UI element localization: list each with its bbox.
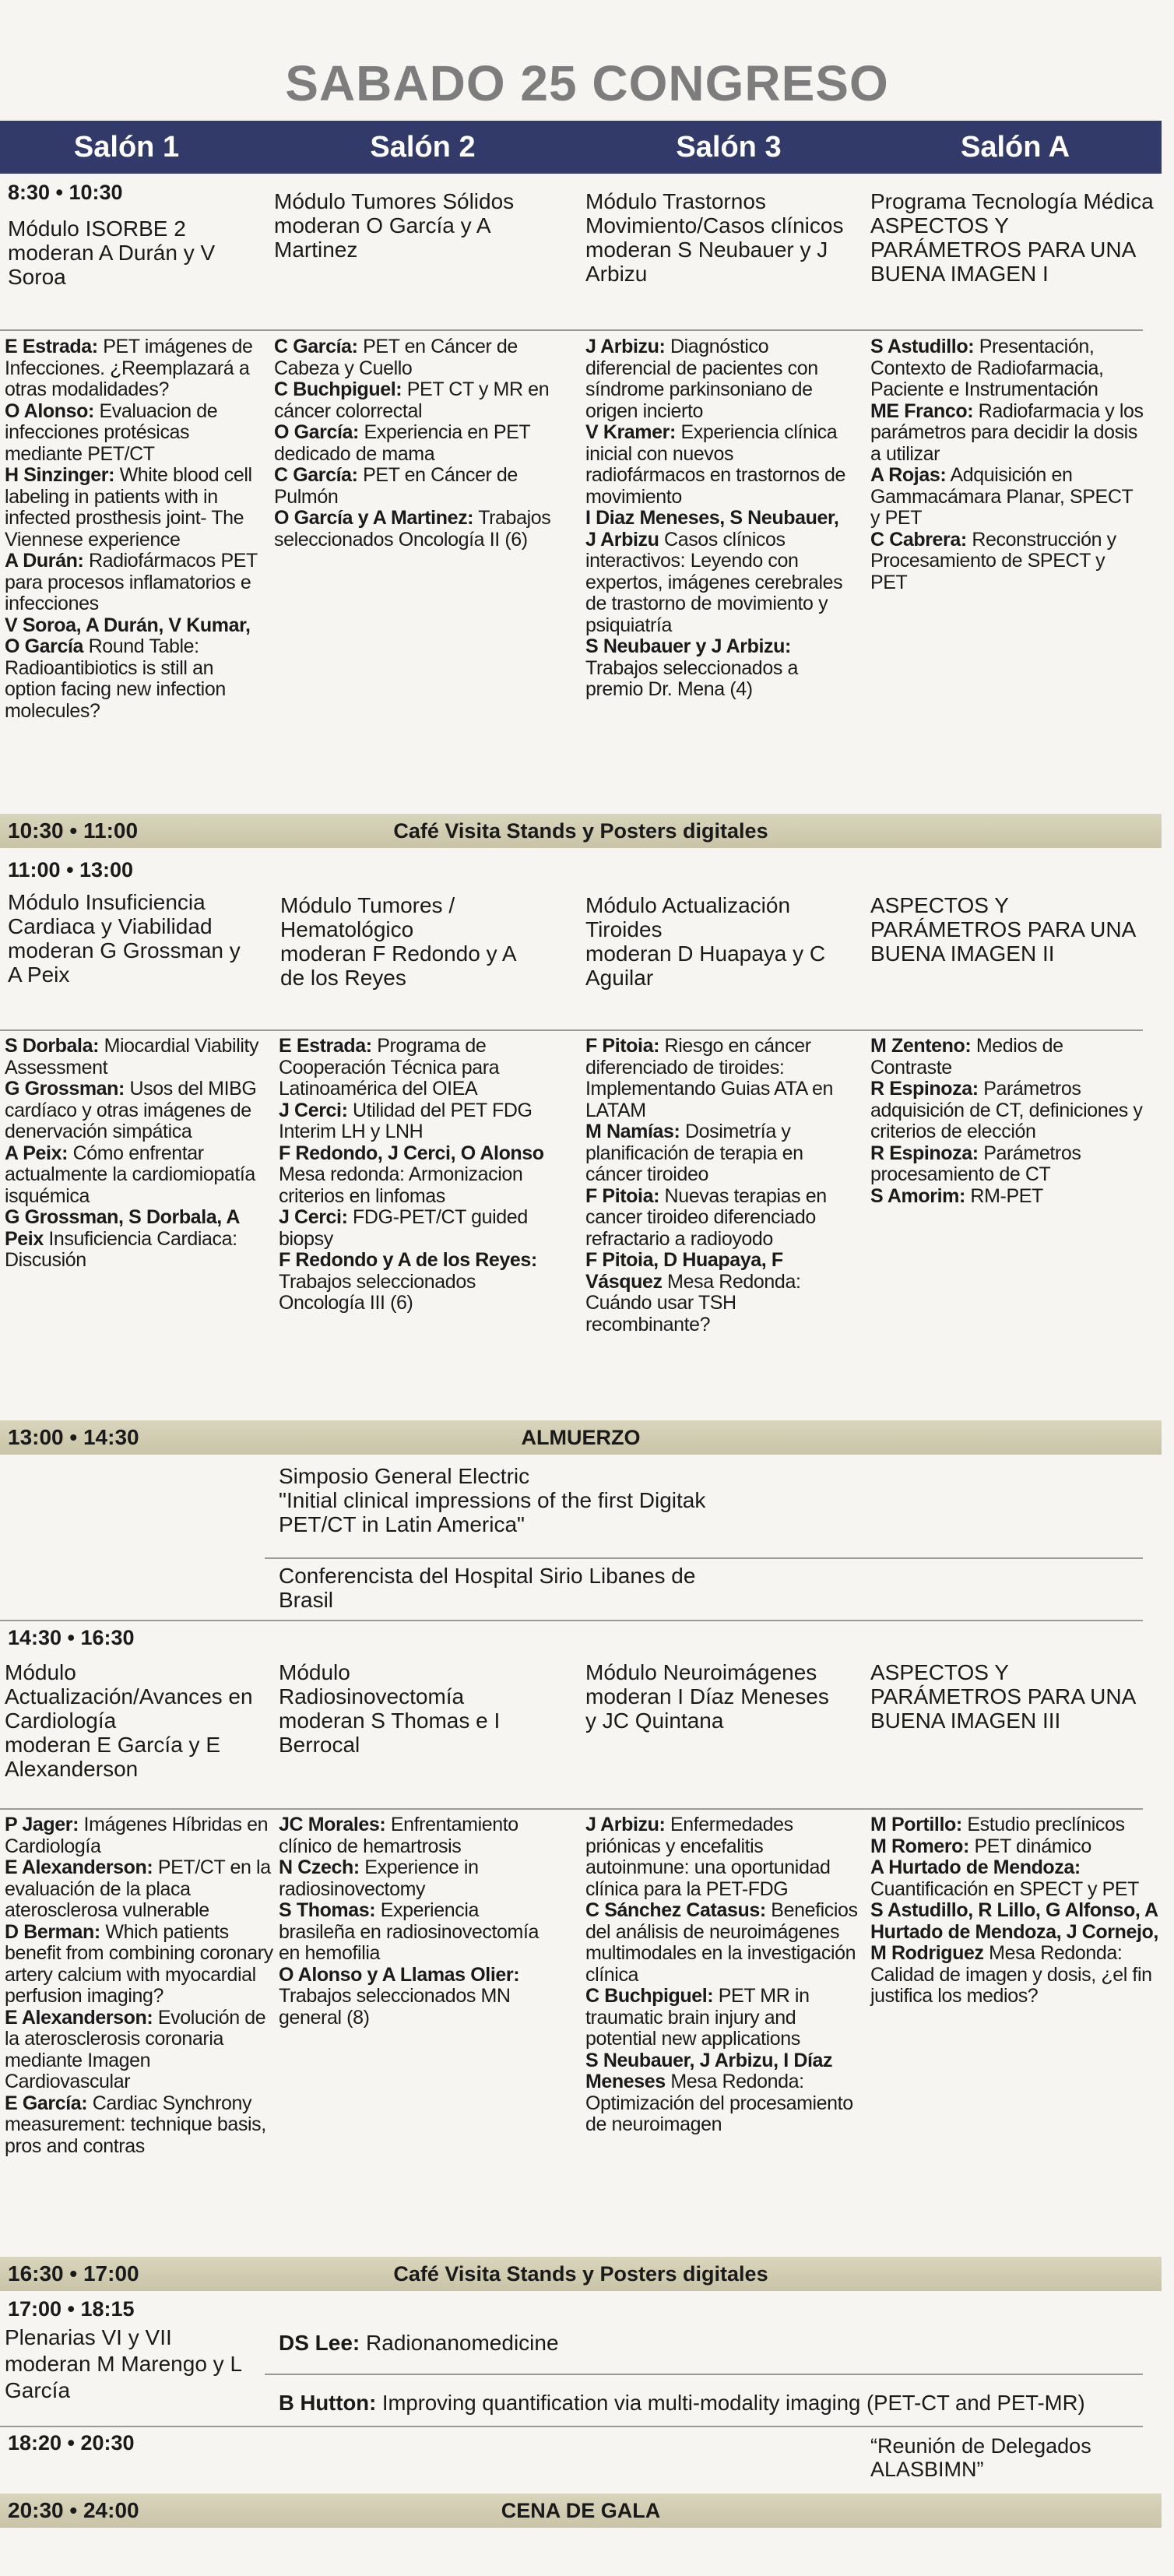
speaker: J Arbizu: [585,336,666,357]
break-time: 16:30 • 17:00 [8,2261,139,2286]
talk [585,1121,854,1186]
speaker: A Durán: [5,550,84,572]
divider [0,1029,1143,1031]
speaker: J Cerci: [279,1099,348,1121]
talk-title: Riesgo en cáncer diferenciado de tiroides: Implementando Guias ATA en LATAM [585,1035,834,1121]
talk [585,508,850,636]
talk [279,1250,555,1314]
speaker: D Berman: [5,1920,100,1943]
speaker: F Redondo y A de los Reyes: [279,1249,537,1271]
module-title: Módulo Tumores / Hematológico moderan F Redondo y A de los Reyes [280,893,515,990]
talk [279,1100,555,1143]
talk-title: Parámetros procesamiento de CT [870,1142,1081,1185]
break-time: 10:30 • 11:00 [8,818,139,843]
speaker: O García: [274,421,359,443]
speaker: S Astudillo: [870,336,975,357]
speaker: C Sánchez Catasus: [585,1899,766,1921]
talk [5,2093,277,2158]
talk-title: Radiofármacos PET para procesos inflamatorios e infecciones [5,550,258,614]
gala-band [0,2493,1162,2528]
talk-title: Casos clínicos interactivos: Leyendo con expertos, imágenes cerebrales de trastorno de movimiento y psiquiatría [585,528,843,636]
talk [279,2331,1135,2355]
talk-title: Usos del MIBG cardíaco y otras imágenes de denervación simpática [5,1078,257,1142]
talk-title: Which patients benefit from combining coronary artery calcium with myocardial perfusion imaging? [5,1920,273,2007]
talk-title: Experiencia clínica inicial con nuevos radiofármacos en trastornos de movimiento [585,421,846,508]
divider [0,329,1143,331]
speaker: C García: [274,464,358,486]
talk [585,1986,858,2050]
divider [265,2374,1143,2375]
talk [279,1814,559,1857]
room-a: Salón A [960,131,1070,164]
module-title: ASPECTOS Y PARÁMETROS PARA UNA BUENA IMAGEN III [870,1660,1135,1733]
talk-title: PET MR in traumatic brain injury and potential new applications [585,1985,810,2050]
speaker: P Jager: [5,1814,79,1835]
speaker: A Rojas: [870,464,947,486]
talk-title: Radionanomedicine [360,2331,559,2355]
speaker: F Redondo, J Cerci, O Alonso [279,1142,544,1164]
speaker: S Dorbala: [5,1035,100,1057]
talk-title: Improving quantification via multi-modality imaging (PET-CT and PET-MR) [376,2391,1085,2415]
talk-list [279,1814,559,2029]
module-title: Módulo Trastornos Movimiento/Casos clínicos moderan S Neubauer y J Arbizu [585,189,844,286]
speaker: R Espinoza: [870,1078,979,1100]
talk [870,1079,1143,1143]
symposium-title: Simposio General Electric "Initial clinical impressions of the first Digitak PET/CT in Latin America" [279,1464,706,1536]
speaker: ME Franco: [870,399,974,422]
speaker: J Arbizu: [585,1814,666,1835]
talk-title: Presentación, Contexto de Radiofarmacia, Paciente e Instrumentación [870,336,1104,400]
talk [274,508,554,551]
speaker: I Diaz Meneses, S Neubauer, J Arbizu [585,507,839,551]
talk-title: Parámetros adquisición de CT, definiciones y criterios de elección [870,1078,1143,1142]
talk [870,1186,1143,1208]
talk [274,422,554,465]
talk [870,401,1147,466]
talk [585,422,850,508]
talk [870,1814,1162,1836]
break-band [0,814,1162,848]
talk [5,615,269,723]
session-time: 17:00 • 18:15 [8,2297,135,2321]
talk [5,2008,277,2093]
talk [5,1814,277,1857]
room-3: Salón 3 [676,131,782,164]
talk-list [5,1814,277,2157]
talk-title: PET/CT en la evaluación de la placa aterosclerosa vulnerable [5,1856,271,1921]
talk-list [870,1814,1162,2008]
talk [585,2050,858,2136]
speaker: C García: [274,336,358,357]
talk-title: White blood cell labeling in patients with in infected prosthesis joint- The Viennese experience [5,464,252,551]
talk [5,1079,269,1143]
talk-title: Trabajos seleccionados a premio Dr. Mena (4) [585,656,798,700]
module-title: Módulo Radiosinovectomía moderan S Thomas e I Berrocal [279,1660,501,1757]
speaker: B Hutton: [279,2391,377,2415]
module-title: Módulo Actualización/Avances en Cardiología moderan E García y E Alexanderson [5,1660,253,1781]
talk-title: FDG-PET/CT guided biopsy [279,1206,528,1250]
room-1: Salón 1 [73,131,180,164]
divider [265,1557,1143,1559]
speaker: A Hurtado de Mendoza: [870,1856,1081,1878]
speaker: S Neubauer, J Arbizu, I Díaz Meneses [585,2049,833,2092]
talk-title: Trabajos seleccionados Oncología II (6) [274,507,551,551]
talk-title: Radiofarmacia y los parámetros para decidir la dosis a utilizar [870,399,1144,465]
speaker: G Grossman: [5,1078,125,1100]
talk-list [870,1036,1143,1207]
speaker: C Cabrera: [870,528,967,551]
speaker: S Amorim: [870,1184,965,1207]
talk [5,551,269,615]
talk-title: PET imágenes de Infecciones. ¿Reemplazará a otras modalidades? [5,336,253,400]
break-band [0,1420,1162,1455]
talk-title: Cuantificación en SPECT y PET [870,1877,1140,1900]
talk [274,336,554,379]
talk [870,1836,1162,1858]
session-time: 18:20 • 20:30 [8,2431,135,2455]
talk-list [5,336,269,722]
speaker: O García y A Martinez: [274,507,474,529]
talk-title: Mesa Redonda: Calidad de imagen y dosis, ¿el fin justifica los medios? [870,1942,1152,2007]
talk [5,1143,269,1208]
talk-list [279,1036,555,1314]
talk [870,1857,1162,1900]
talk [279,1143,555,1208]
talk [5,465,269,551]
module-title: Módulo Actualización Tiroides moderan D Huapaya y C Aguilar [585,893,826,990]
gala-label: CENA DE GALA [501,2499,661,2522]
speaker: V Kramer: [585,421,676,443]
break-label: Café Visita Stands y Posters digitales [393,2262,768,2286]
talk-title: Experiencia en PET dedicado de mama [274,421,530,465]
speaker: R Espinoza: [870,1142,979,1164]
module-title: Módulo Neuroimágenes moderan I Díaz Meneses y JC Quintana [585,1660,829,1733]
speaker: O Alonso: [5,399,94,422]
rooms-header [0,121,1162,174]
speaker: F Pitoia, D Huapaya, F Vásquez [585,1249,783,1293]
talk [5,336,269,401]
talk-title: Estudio preclínicos [961,1814,1125,1835]
module-title: ASPECTOS Y PARÁMETROS PARA UNA BUENA IMAGEN II [870,893,1135,966]
talk [274,379,554,422]
talk [870,1900,1162,2008]
talk-title: Beneficios del análisis de neuroimágenes multimodales en la investigación clínica [585,1899,858,1986]
talk-title: Enfrentamiento clínico de hemartrosis [279,1814,518,1857]
talk-title: Mesa redonda: Armonizacion criterios en linfomas [279,1163,523,1207]
speaker: E García: [5,2092,88,2114]
talk-title: PET dinámico [968,1835,1091,1857]
meeting-label: “Reunión de Delegados ALASBIMN” [870,2434,1091,2481]
divider [0,1808,1143,1810]
talk-title: Utilidad del PET FDG Interim LH y LNH [279,1099,533,1142]
talk-list [870,336,1147,593]
speaker: S Neubauer y J Arbizu: [585,635,791,657]
speaker: C Buchpiguel: [585,1985,714,2007]
talk-title: Reconstrucción y Procesamiento de SPECT y PET [870,528,1116,593]
talk [585,1900,858,1986]
session-time: 14:30 • 16:30 [8,1626,135,1649]
talk [870,1143,1143,1186]
talk [585,1250,854,1336]
talk [585,1814,858,1900]
gala-time: 20:30 • 24:00 [8,2498,139,2522]
talk-title: Trabajos seleccionados Oncología III (6) [279,1270,476,1314]
session-time: 11:00 • 13:00 [8,858,134,882]
talk [870,530,1147,594]
talk-title: Trabajos seleccionados MN general (8) [279,1985,511,2029]
module-title: Módulo ISORBE 2 moderan A Durán y V Soroa [8,216,216,289]
break-time: 13:00 • 14:30 [8,1425,139,1449]
talk-title: Diagnóstico diferencial de pacientes con síndrome parkinsoniano de origen incierto [585,336,818,422]
break-label: Café Visita Stands y Posters digitales [393,819,768,843]
talk-title: Adquisición en Gammacámara Planar, SPECT y PET [870,464,1133,529]
speaker: S Thomas: [279,1899,376,1921]
talk-title: Medios de Contraste [870,1035,1063,1079]
talk [870,1036,1143,1079]
talk [5,401,269,466]
talk-title: Mesa Redonda: Cuándo usar TSH recombinante? [585,1270,801,1336]
module-title: Módulo Insuficiencia Cardiaca y Viabilidad moderan G Grossman y A Peix [8,890,241,987]
talk-list [5,1036,269,1272]
talk-title: Programa de Cooperación Técnica para Latinoamérica del OIEA [279,1035,500,1100]
talk-title: PET en Cáncer de Cabeza y Cuello [274,336,518,379]
speaker: O Alonso y A Llamas Olier: [279,1963,520,1986]
talk [279,1207,555,1250]
talk-title: PET en Cáncer de Pulmón [274,464,518,508]
page-title: SABADO 25 CONGRESO [285,55,889,111]
speaker: M Zenteno: [870,1035,972,1057]
talk-title: PET CT y MR en cáncer colorrectal [274,378,550,422]
speaker: E Alexanderson: [5,1856,153,1878]
talk-title: Experiencia brasileña en radiosinovectomía en hemofilia [279,1899,540,1964]
speaker: JC Morales: [279,1814,386,1835]
module-title: Plenarias VI y VII moderan M Marengo y L García [5,2325,241,2402]
talk [279,1900,559,1965]
speaker: M Namías: [585,1121,680,1142]
break-label: ALMUERZO [521,1426,641,1449]
talk-title: Insuficiencia Cardiaca: Discusión [5,1227,237,1271]
divider [0,2426,1143,2427]
speaker: E Alexanderson: [5,2006,153,2029]
talk-title: Cómo enfrentar actualmente la cardiomiopatía isquémica [5,1142,255,1207]
divider [0,1620,1143,1621]
break-band [0,2257,1162,2291]
talk [5,1036,269,1079]
speaker: S Astudillo, R Lillo, G Alfonso, A Hurtado de Mendoza, J Cornejo, M Rodriguez [870,1899,1158,1964]
talk-title: Imágenes Híbridas en Cardiología [5,1814,269,1857]
speaker: F Pitoia: [585,1035,660,1057]
speaker: E Estrada: [5,336,98,357]
talk [585,636,850,701]
speaker: A Peix: [5,1142,69,1164]
talk [585,1036,854,1121]
talk [279,1036,555,1100]
talk-title: Evaluacion de infecciones protésicas mediante PET/CT [5,399,218,465]
speaker: J Cerci: [279,1206,348,1228]
talk-list [585,336,850,701]
talk-list [274,336,554,551]
talk [5,1207,269,1272]
talk [274,465,554,508]
talk-list [585,1036,854,1336]
talk-title: Evolución de la aterosclerosis coronaria mediante Imagen Cardiovascular [5,2006,266,2092]
speaker: C Buchpiguel: [274,378,402,400]
speaker: F Pitoia: [585,1184,660,1207]
talk-title: Experience in radiosinovectomy [279,1856,479,1900]
module-title: Programa Tecnología Médica ASPECTOS Y PARÁMETROS PARA UNA BUENA IMAGEN I [870,189,1154,286]
talk-list [585,1814,858,2136]
talk [585,336,850,422]
speaker: H Sinzinger: [5,464,115,486]
talk [870,465,1147,530]
speaker: V Soroa, A Durán, V Kumar, O García [5,614,251,657]
talk-title: Nuevas terapias en cancer tiroideo diferenciado refractario a radioyodo [585,1184,827,1250]
speaker: DS Lee: [279,2331,360,2355]
talk [5,1857,277,1922]
talk-title: Round Table: Radioantibiotics is still an option facing new infection molecules? [5,635,226,722]
talk-title: RM-PET [965,1184,1043,1207]
talk-title: Miocardial Viability Assessment [5,1035,259,1079]
room-2: Salón 2 [370,131,476,164]
speaker: M Romero: [870,1835,969,1857]
talk-title: Enfermedades priónicas y encefalitis autoinmune: una oportunidad clínica para la PET-FDG [585,1814,831,1900]
speaker: G Grossman, S Dorbala, A Peix [5,1206,240,1250]
module-title: Módulo Tumores Sólidos moderan O García y A Martinez [274,189,515,262]
talk [279,1857,559,1900]
talk-title: Cardiac Synchrony measurement: technique basis, pros and contras [5,2092,266,2157]
speaker: E Estrada: [279,1035,372,1057]
speaker: N Czech: [279,1856,360,1878]
talk [279,1965,559,2029]
talk [585,1186,854,1251]
speaker: M Portillo: [870,1814,962,1835]
talk [870,336,1147,401]
symposium-speaker: Conferencista del Hospital Sirio Libanes de Brasil [279,1564,696,1612]
session-time: 8:30 • 10:30 [8,181,123,204]
talk-title: Dosimetría y planificación de terapia en cáncer tiroideo [585,1121,803,1185]
talk-title: Mesa Redonda: Optimización del procesamiento de neuroimagen [585,2071,853,2135]
talk [5,1922,277,2008]
talk [279,2391,1166,2415]
